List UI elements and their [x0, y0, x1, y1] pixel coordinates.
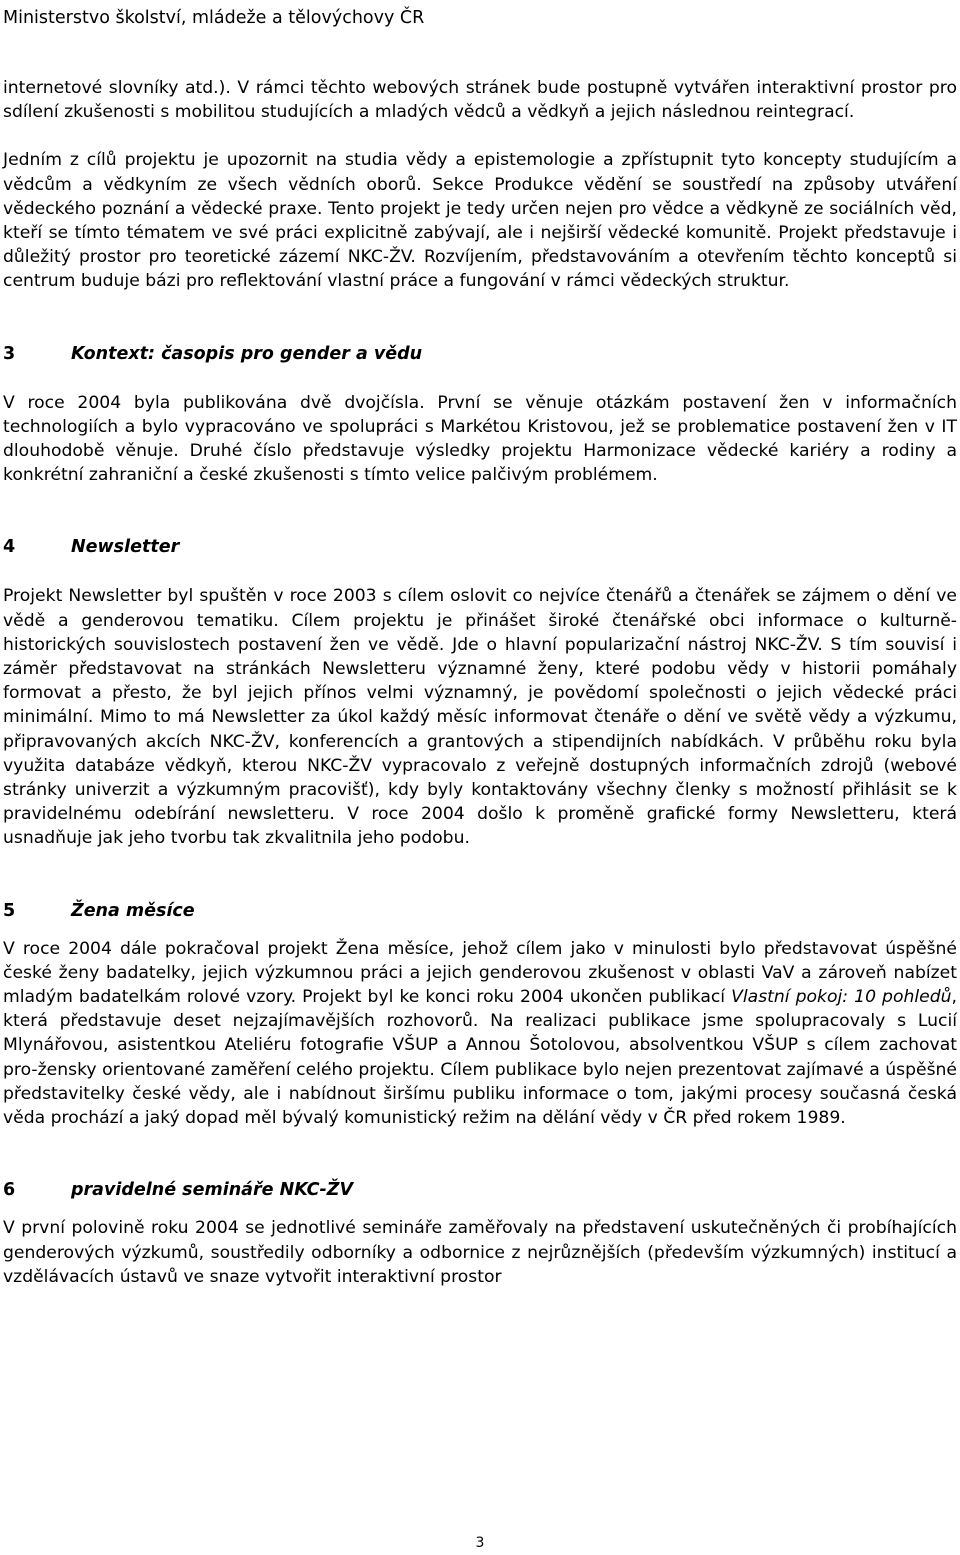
heading-gap	[3, 1202, 957, 1216]
section-heading-3	[3, 342, 957, 366]
section-6-paragraph: V první polovině roku 2004 se jednotlivé semináře zaměřovaly na představení uskutečněných či probíhajících genderových výzkumů, soustředily odborníky a odbornice z nejrůznějších (především výzkumných) institucí a vzdělávacích ústavů ve snaze vytvořit interaktivní prostor	[3, 1218, 957, 1287]
section-heading-6	[3, 1178, 957, 1202]
section-number: 3	[3, 343, 16, 364]
section-number: 5	[3, 900, 16, 921]
section-gap	[3, 294, 957, 342]
section-title: pravidelné semináře NKC-ŽV	[71, 1180, 353, 1201]
section-4-paragraph: Projekt Newsletter byl spuštěn v roce 2003 s cílem oslovit co nejvíce čtenářů a čtenářek se zájmem o dění ve vědě a genderovou tematiku. Cílem projektu je přinášet široké čtenářské obci informace o kulturně-historických souvislostech postavení žen ve vědě. Jde o hlavní popularizační nástroj NKC-ŽV. S tím souvisí i záměr představovat na stránkách Newsletteru významné ženy, které podobu vědy v historii pomáhaly formovat a přesto, že byl jejich přínos velmi významný, je povědomí společnosti o jejich vědecké práci minimální. Mimo to má Newsletter za úkol každý měsíc informovat čtenáře o dění ve světě vědy a výzkumu, připravovaných akcích NKC-ŽV, konferencích a grantových a stipendijních nabídkách. V průběhu roku byla využita databáze vědkyň, kterou NKC-ŽV vypracovalo z veřejně dostupných informačních zdrojů (webové stránky univerzit a výzkumným pracovišť), kdy byly kontaktovány všechny členky s možností přihlásit se k pravidelnému odebírání newsletteru. V roce 2004 došlo k proměně grafické formy Newsletteru, která usnadňuje jak jeho tvorbu tak zkvalitnila jeho podobu.	[3, 586, 957, 849]
paragraph-gap	[3, 124, 957, 148]
section-5-text-end: , která představuje deset nejzajímavějších rozhovorů. Na realizaci publikace jsme spolupracovaly s Lucií Mlynářovou, asistentkou Ateliéru fotografie VŠUP a Annou Šotolovou, absolventkou VŠUP s cílem zachovat pro-žensky orientované zaměření celého projektu. Cílem publikace bylo nejen prezentovat zajímavé a úspěšné představitelky české vědy, ale i nabídnout širšímu publiku informace o tom, jakými procesy současná česká věda prochází a jaký dopad měl bývalý komunistický režim na dělání vědy v ČR před rokem 1989.	[3, 987, 957, 1129]
section-gap	[3, 487, 957, 535]
heading-gap	[3, 923, 957, 937]
section-5-paragraph	[3, 937, 957, 1131]
section-heading-4	[3, 535, 957, 559]
section-3-paragraph: V roce 2004 byla publikována dvě dvojčísla. První se věnuje otázkám postavení žen v informačních technologiích a bylo vypracováno ve spolupráci s Markétou Kristovou, jež se problematice postavení žen v IT dlouhodobě věnuje. Druhé číslo představuje výsledky projektu Harmonizace vědecké kariéry a rodiny a konkrétní zahraniční a české zkušenosti s tímto velice palčivým problémem.	[3, 392, 957, 486]
section-5-text-start: V roce 2004 dále pokračoval projekt Žena měsíce, jehož cílem jako v minulosti bylo představovat úspěšné české ženy badatelky, jejich výzkumnou práci a jejich genderovou zkušenost v oblasti VaV a zároveň nabízet mladým badatelkám rolové vzory. Projekt byl ke konci roku 2004 ukončen publikací	[3, 938, 957, 1008]
section-heading-5	[3, 899, 957, 923]
section-title: Žena měsíce	[71, 900, 195, 921]
section-number: 4	[3, 537, 16, 558]
page-number: 3	[475, 1535, 485, 1551]
section-title: Newsletter	[71, 537, 180, 558]
section-gap	[3, 851, 957, 899]
intro-paragraph-2: Jedním z cílů projektu je upozornit na studia vědy a epistemologie a zpřístupnit tyto koncepty studujícím a vědcům a vědkyním ze všech vědních oborů. Sekce Produkce vědění se soustředí na způsoby utváření vědeckého poznání a vědecké praxe. Tento projekt je tedy určen nejen pro vědce a vědkyně ze sociálních věd, kteří se tímto tématem ve své práci explicitně zabývají, ale i nejširší vědecké komunitě. Projekt představuje i důležitý prostor pro teoretické zázemí NKC-ŽV. Rozvíjením, představováním a otevřením těchto konceptů si centrum buduje bázi pro reflektování vlastní práce a fungování v rámci vědeckých struktur.	[3, 150, 957, 292]
page-content	[3, 76, 957, 1289]
section-number: 6	[3, 1180, 16, 1201]
intro-paragraph-1: internetové slovníky atd.). V rámci těchto webových stránek bude postupně vytvářen interaktivní prostor pro sdílení zkušenosti s mobilitou studujících a mladých vědců a vědkyň a jejich následnou reintegrací.	[3, 78, 957, 123]
heading-gap	[3, 559, 957, 584]
publication-title: Vlastní pokoj: 10 pohledů	[731, 987, 952, 1008]
heading-gap	[3, 366, 957, 391]
running-header: Ministerstvo školství, mládeže a tělovýchovy ČR	[3, 8, 425, 28]
section-title: Kontext: časopis pro gender a vědu	[71, 343, 423, 364]
section-gap	[3, 1130, 957, 1178]
